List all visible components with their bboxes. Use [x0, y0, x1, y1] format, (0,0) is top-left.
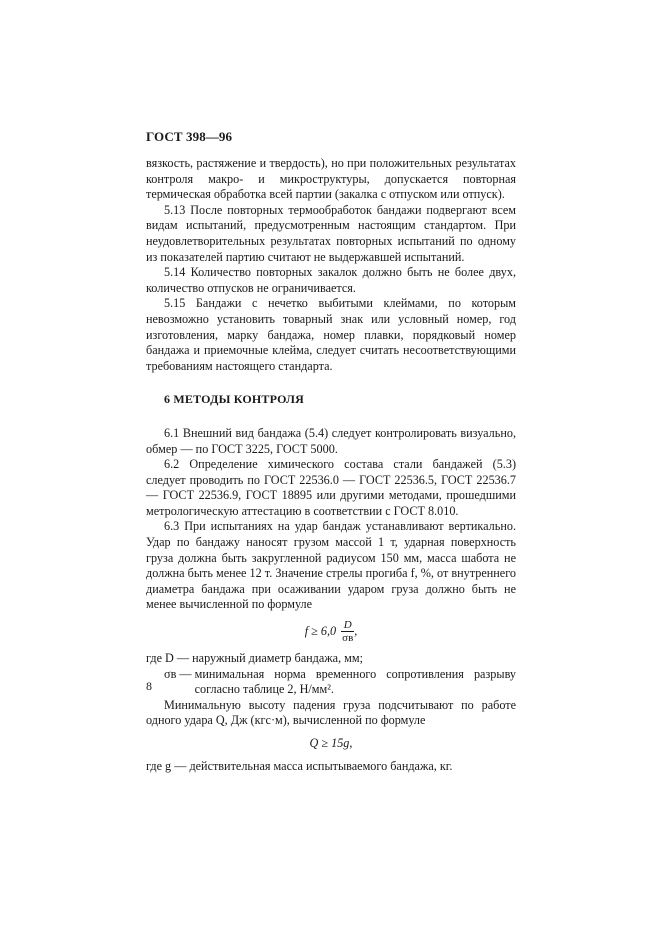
paragraph-5-15: 5.15 Бандажи с нечетко выбитыми клеймами, по которым невозможно установить товарный знак или условный номер, год изготовления, марку бандажа, номер плавки, порядковый номер бандажа и приемочные клейма, следует считать несоответствующими требованиям настоящего стандарта. [146, 296, 516, 373]
paragraph-6-3: 6.3 При испытаниях на удар бандаж устанавливают вертикально. Удар по бандажу наносят грузом массой 1 т, ударная поверхность груза должна быть закругленной радиусом 150 мм, масса шабота не должна быть менее 12 т. Значение стрелы прогиба f, %, от внутреннего диаметра бандажа при осаживании ударом груза должно быть не менее вычисленной по формуле [146, 519, 516, 612]
where-text: минимальная норма временного сопротивления разрыву согласно таблице 2, Н/мм². [194, 666, 516, 697]
where-label: где g — [146, 758, 187, 773]
formula-tail: , [354, 623, 358, 638]
where-item [146, 759, 516, 775]
where-text: наружный диаметр бандажа, мм; [192, 651, 363, 666]
paragraph-continuation: вязкость, растяжение и твердость), но при положительных результатах контроля макро- и микроструктуры, допускается повторная термическая обработка всей партии (закалка с отпуском или отпуск). [146, 156, 516, 202]
paragraph-height: Минимальную высоту падения груза подсчитывают по работе одного удара Q, Дж (кгс·м), вычисленной по формуле [146, 697, 516, 728]
paragraph-6-1: 6.1 Внешний вид бандажа (5.4) следует контролировать визуально, обмер — по ГОСТ 3225, ГОСТ 5000. [146, 425, 516, 456]
paragraph-5-13: 5.13 После повторных термообработок бандажи подвергают всем видам испытаний, предусмотренным настоящим стандартом. При неудовлетворительных результатах повторных испытаний по одному из показателей партию считают не выдержавшей испытаний. [146, 202, 516, 264]
paragraph-5-14: 5.14 Количество повторных закалок должно быть не более двух, количество отпусков не ограничивается. [146, 265, 516, 295]
page-number: 8 [146, 679, 152, 693]
section-heading: 6 МЕТОДЫ КОНТРОЛЯ [164, 392, 305, 407]
paragraph-6-2: 6.2 Определение химического состава стали бандажей (5.3) следует проводить по ГОСТ 22536.0 — ГОСТ 22536.5, ГОСТ 22536.7 — ГОСТ 22536.9, ГОСТ 18895 или другими методами, прошедшими метрологическую аттестацию в соответствии с ГОСТ 8.010. [146, 457, 516, 518]
where-item [146, 651, 516, 667]
formula-fraction [341, 620, 354, 644]
formula-work [146, 736, 516, 752]
where-text: действительная масса испытываемого бандажа, кг. [189, 758, 453, 773]
formula-deflection [146, 620, 516, 644]
formula-denominator: σв [342, 632, 354, 645]
formula-numerator: D [341, 620, 354, 632]
document-body [146, 156, 516, 774]
page-header-title: ГОСТ 398—96 [146, 129, 233, 144]
where-label: где D — [146, 651, 190, 666]
formula-left: f ≥ 6,0 [304, 623, 337, 638]
where-item [146, 667, 516, 698]
formula-work-text: Q ≥ 15g, [309, 736, 353, 750]
where-label: σв — [164, 666, 192, 681]
